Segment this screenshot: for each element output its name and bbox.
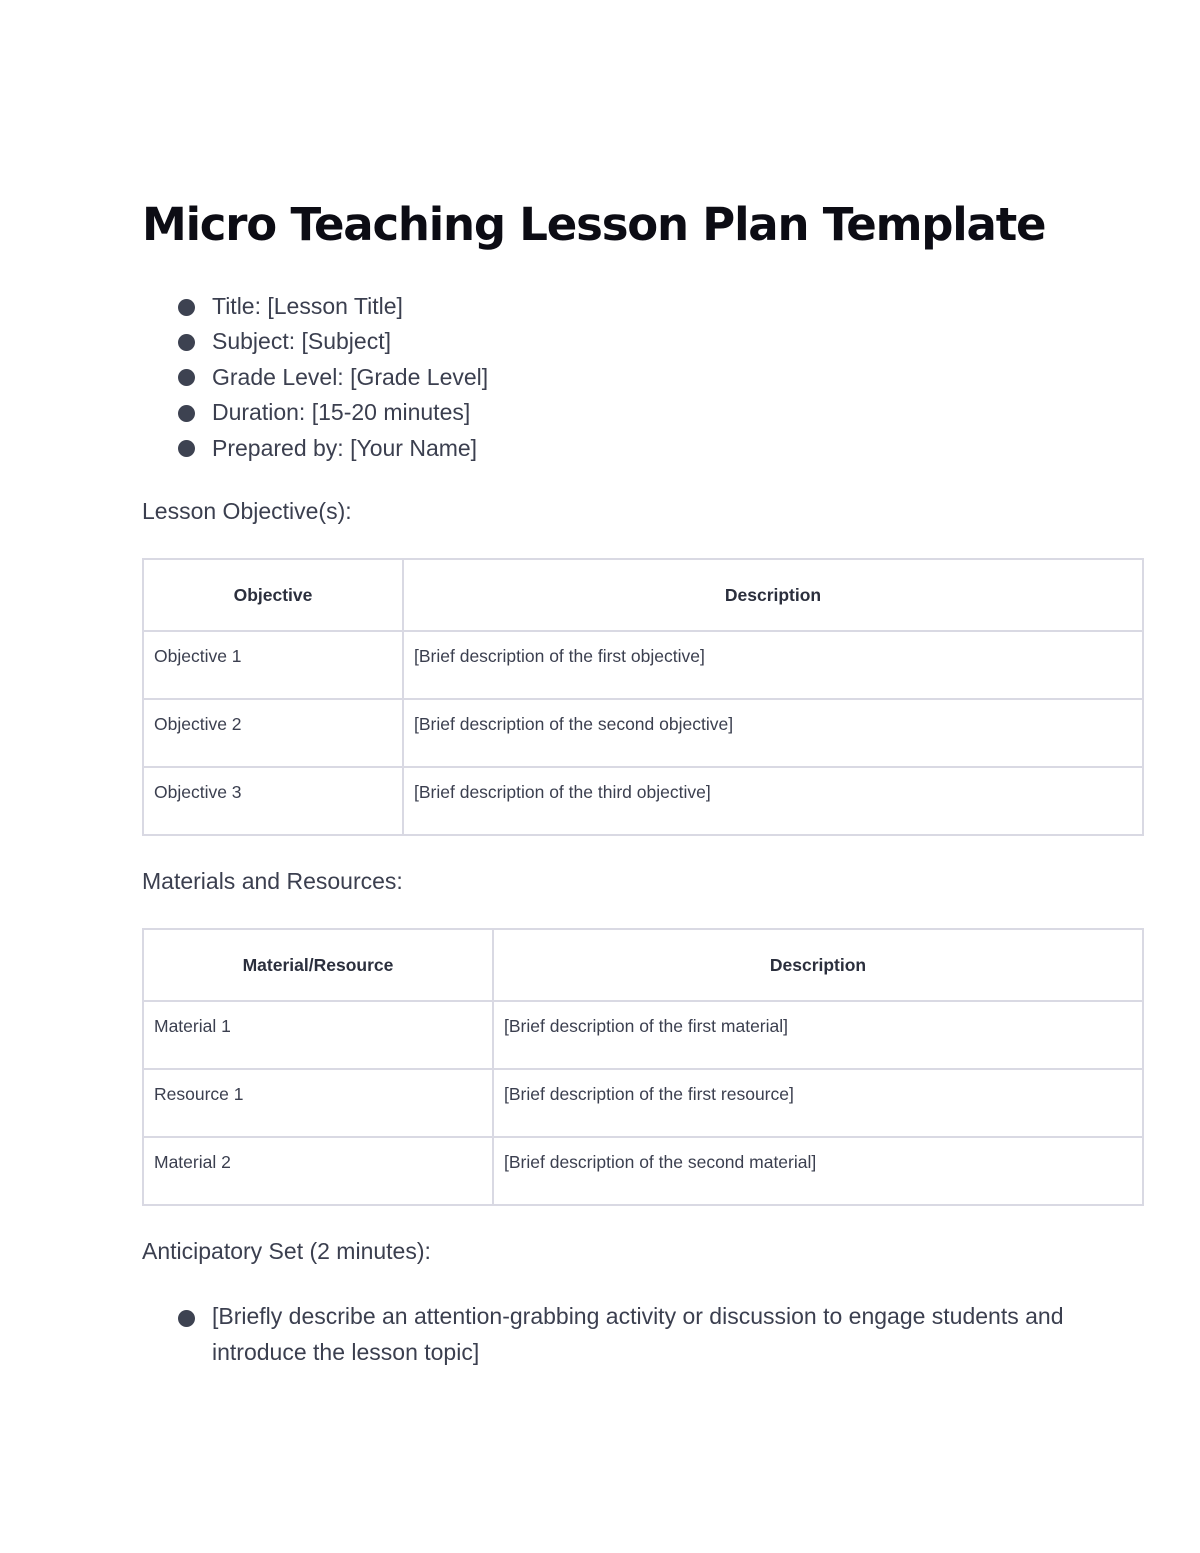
bullet-icon — [178, 405, 195, 422]
bullet-icon — [178, 440, 195, 457]
material-cell: Resource 1 — [143, 1069, 493, 1137]
objective-cell: Objective 1 — [143, 631, 403, 699]
anticipatory-activity-item: [Briefly describe an attention-grabbing activity or discussion to engage students and introduce the lesson topic] — [212, 1303, 1064, 1365]
list-item — [142, 1299, 1092, 1370]
list-item — [142, 289, 488, 324]
material-column-header: Material/Resource — [143, 929, 493, 1001]
objective-cell: Objective 2 — [143, 699, 403, 767]
materials-heading: Materials and Resources: — [142, 868, 403, 894]
table-header-row — [143, 929, 1143, 1001]
table-row — [143, 1001, 1143, 1069]
objectives-table — [142, 558, 1144, 836]
anticipatory-set-list — [142, 1299, 1092, 1370]
subject-item: Subject: [Subject] — [212, 328, 391, 355]
document-title: Micro Teaching Lesson Plan Template — [142, 198, 1046, 251]
materials-table — [142, 928, 1144, 1206]
list-item — [142, 324, 488, 359]
prepared-by-item: Prepared by: [Your Name] — [212, 434, 478, 461]
bullet-icon — [178, 299, 195, 316]
anticipatory-set-heading: Anticipatory Set (2 minutes): — [142, 1238, 431, 1264]
table-row — [143, 699, 1143, 767]
table-row — [143, 1137, 1143, 1205]
grade-level-item: Grade Level: [Grade Level] — [212, 363, 489, 390]
objective-column-header: Objective — [143, 559, 403, 631]
description-cell: [Brief description of the first objective] — [403, 631, 1143, 699]
description-column-header: Description — [493, 929, 1143, 1001]
description-cell: [Brief description of the second material] — [493, 1137, 1143, 1205]
description-column-header: Description — [403, 559, 1143, 631]
list-item — [142, 395, 488, 430]
table-row — [143, 767, 1143, 835]
table-row — [143, 1069, 1143, 1137]
duration-item: Duration: [15-20 minutes] — [212, 399, 471, 426]
table-row — [143, 631, 1143, 699]
objective-cell: Objective 3 — [143, 767, 403, 835]
material-cell: Material 1 — [143, 1001, 493, 1069]
bullet-icon — [178, 369, 195, 386]
description-cell: [Brief description of the first material] — [493, 1001, 1143, 1069]
lesson-info-list — [142, 289, 488, 466]
description-cell: [Brief description of the second objective] — [403, 699, 1143, 767]
material-cell: Material 2 — [143, 1137, 493, 1205]
description-cell: [Brief description of the first resource] — [493, 1069, 1143, 1137]
bullet-icon — [178, 334, 195, 351]
list-item — [142, 360, 488, 395]
list-item — [142, 431, 488, 466]
table-header-row — [143, 559, 1143, 631]
lesson-title-item: Title: [Lesson Title] — [212, 293, 403, 319]
description-cell: [Brief description of the third objective] — [403, 767, 1143, 835]
bullet-icon — [178, 1310, 195, 1327]
objectives-heading: Lesson Objective(s): — [142, 498, 352, 524]
